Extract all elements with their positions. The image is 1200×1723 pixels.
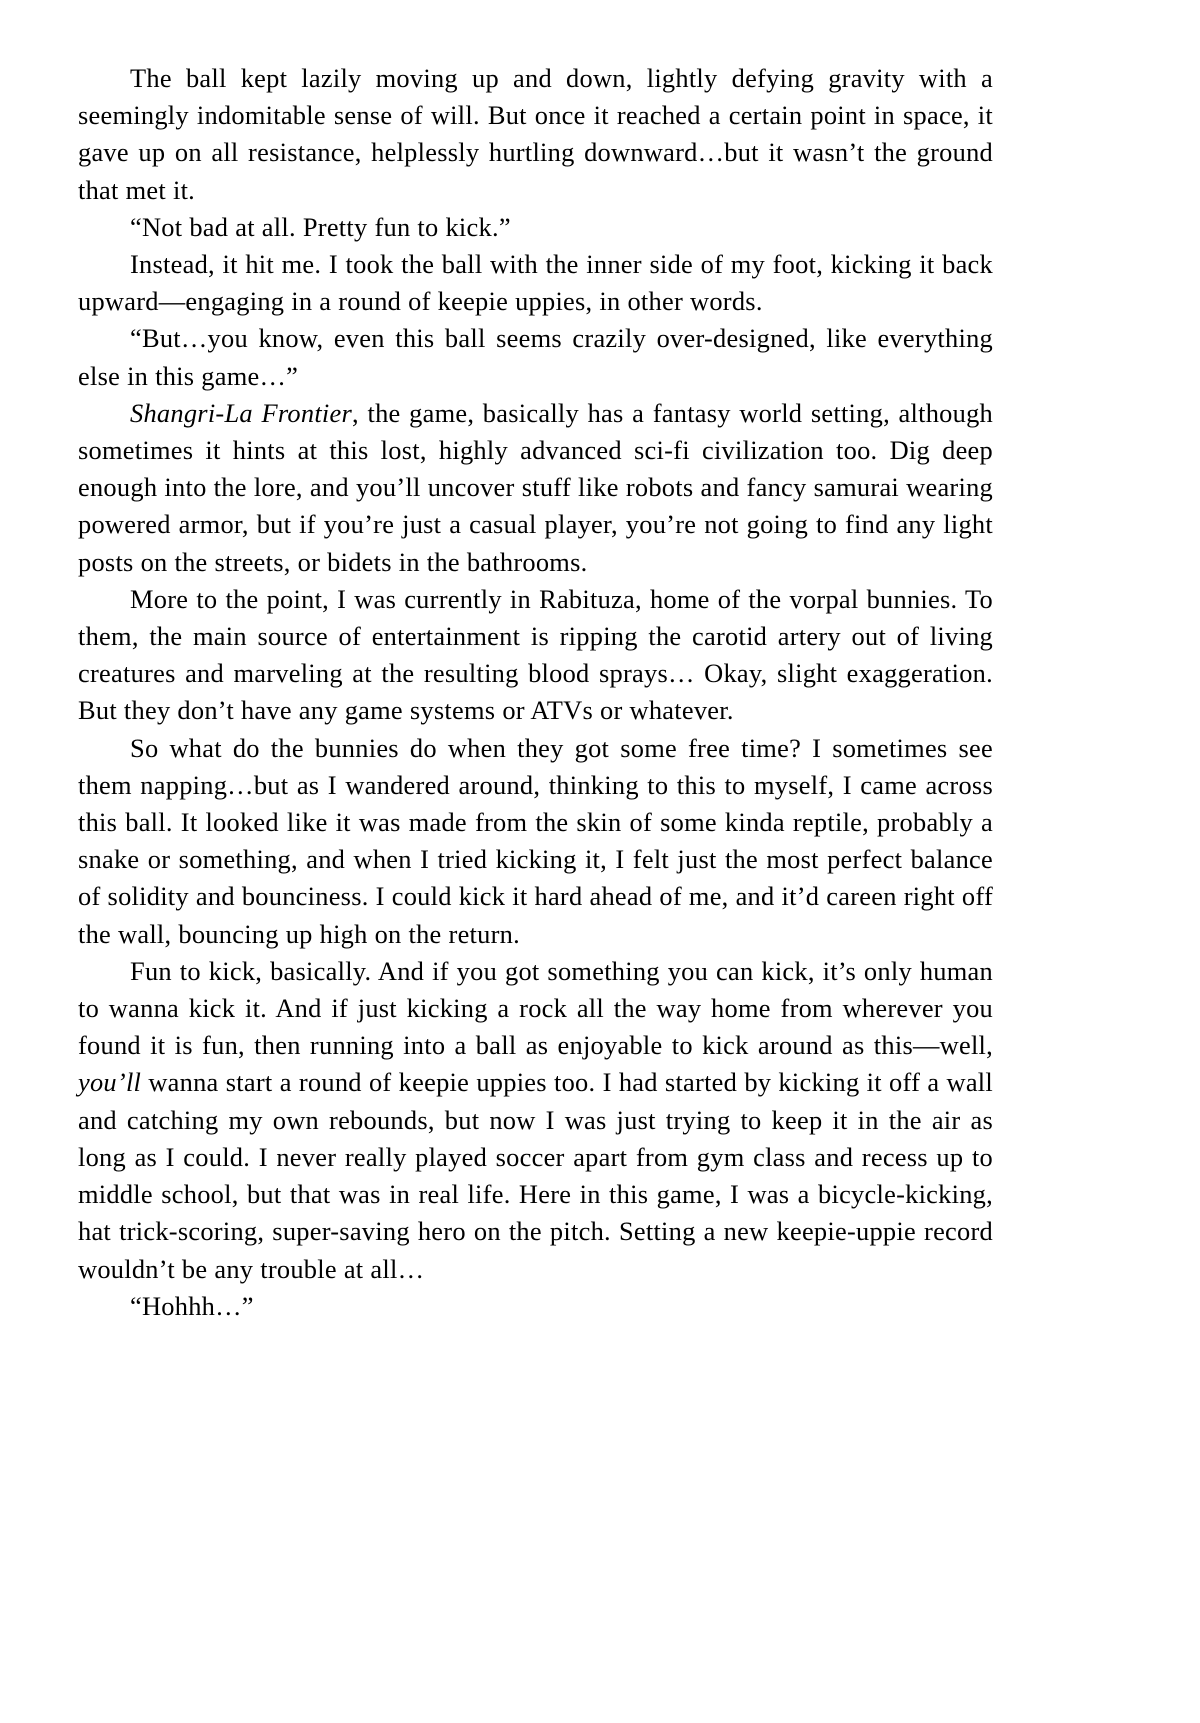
paragraph bbox=[78, 730, 993, 953]
paragraph bbox=[78, 953, 993, 1288]
text-run: “But…you know, even this ball seems crazily over-designed, like everything else in this game…” bbox=[78, 323, 993, 391]
text-run: Fun to kick, basically. And if you got something you can kick, it’s only human to wanna kick it. And if just kicking a rock all the way home from wherever you found it is fun, then running into a ball as enjoyable to kick around as this—well, bbox=[78, 955, 993, 1061]
paragraph bbox=[78, 1288, 993, 1325]
paragraph bbox=[78, 320, 993, 394]
text-run: “Hohhh…” bbox=[130, 1290, 254, 1321]
text-run: So what do the bunnies do when they got some free time? I sometimes see them napping…but as I wandered around, thinking to this to myself, I came across this ball. It looked like it was made from the skin of some kinda reptile, probably a snake or something, and when I tried kicking it, I felt just the most perfect balance of solidity and bounciness. I could kick it hard ahead of me, and it’d careen right off the wall, bouncing up high on the return. bbox=[78, 732, 993, 949]
text-run: The ball kept lazily moving up and down, lightly defying gravity with a seemingly indomitable sense of will. But once it reached a certain point in space, it gave up on all resistance, helplessly hurtling downward…but it wasn’t the ground that met it. bbox=[78, 63, 993, 205]
italic-text-run: you’ll bbox=[78, 1067, 142, 1098]
text-run: Instead, it hit me. I took the ball with the inner side of my foot, kicking it back upward—engaging in a round of keepie uppies, in other words. bbox=[78, 249, 993, 317]
paragraph bbox=[78, 60, 993, 209]
paragraph bbox=[78, 209, 993, 246]
page-text-body bbox=[78, 60, 993, 1325]
text-run: More to the point, I was currently in Rabituza, home of the vorpal bunnies. To them, the main source of entertainment is ripping the carotid artery out of living creatures and marveling at the resulting blood sprays… Okay, slight exaggeration. But they don’t have any game systems or ATVs or whatever. bbox=[78, 583, 993, 726]
italic-text-run: Shangri-La Frontier bbox=[130, 397, 353, 428]
paragraph bbox=[78, 246, 993, 320]
paragraph bbox=[78, 395, 993, 581]
paragraph bbox=[78, 581, 993, 730]
text-run: “Not bad at all. Pretty fun to kick.” bbox=[130, 211, 511, 242]
text-run: , the game, basically has a fantasy world setting, although sometimes it hints at this lost, highly advanced sci-fi civilization too. Dig deep enough into the lore, and you’ll uncover stuff like robots and fancy samurai wearing powered armor, but if you’re just a casual player, you’re not going to find any light posts on the streets, or bidets in the bathrooms. bbox=[78, 397, 993, 577]
text-run: wanna start a round of keepie uppies too. I had started by kicking it off a wall and catching my own rebounds, but now I was just trying to keep it in the air as long as I could. I never really played soccer apart from gym class and recess up to middle school, but that was in real life. Here in this game, I was a bicycle-kicking, hat trick-scoring, super-saving hero on the pitch. Setting a new keepie-uppie record wouldn’t be any trouble at all… bbox=[78, 1067, 993, 1284]
